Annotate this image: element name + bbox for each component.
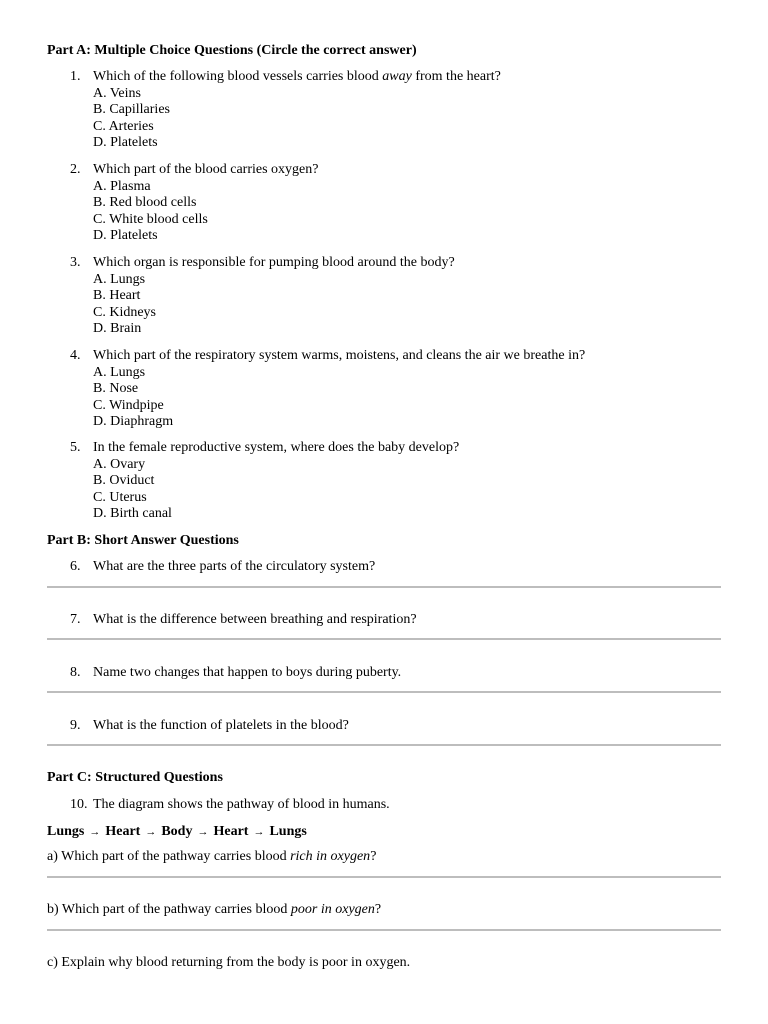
arrow-right-icon: → — [253, 826, 265, 838]
option[interactable]: D. Brain — [93, 321, 142, 336]
question-number: 9. — [70, 718, 81, 733]
question-9-text: What is the function of platelets in the blood? — [93, 718, 349, 733]
sub-question-b — [47, 902, 381, 919]
sub-question-text-start: b) Which part of the pathway carries blood — [47, 902, 291, 917]
option[interactable]: A. Veins — [93, 85, 141, 101]
option[interactable]: C. Arteries — [93, 118, 154, 134]
question-number: 8. — [70, 665, 81, 680]
sub-question-text-start: a) Which part of the pathway carries blood — [47, 849, 291, 864]
answer-line[interactable] — [47, 744, 721, 746]
sub-question-emphasis: rich in oxygen — [290, 849, 371, 864]
question-number: 6. — [70, 559, 81, 574]
question-8-text: Name two changes that happen to boys during puberty. — [93, 665, 402, 680]
option[interactable]: A. Plasma — [93, 178, 151, 194]
question-text — [93, 255, 455, 338]
question-6-text: What are the three parts of the circulatory system? — [93, 559, 376, 574]
option[interactable]: B. Nose — [93, 381, 139, 396]
blood-pathway — [47, 824, 307, 841]
question-text-emphasis: away — [382, 69, 412, 84]
question-text — [93, 440, 459, 523]
question-stem: Which part of the respiratory system warms, moistens, and cleans the air we breathe in? — [93, 348, 586, 363]
sub-question-text-end: ? — [370, 849, 377, 864]
option[interactable]: D. Birth canal — [93, 506, 172, 521]
answer-line[interactable] — [47, 691, 721, 693]
option[interactable]: A. Lungs — [93, 364, 146, 380]
option[interactable]: B. Oviduct — [93, 473, 155, 488]
question-number: 5. — [70, 440, 81, 455]
part-a-heading: Part A: Multiple Choice Questions (Circle the correct answer) — [47, 43, 417, 58]
arrow-right-icon: → — [197, 826, 209, 838]
option[interactable]: B. Capillaries — [93, 102, 170, 117]
question-text — [93, 162, 318, 245]
option[interactable]: C. Kidneys — [93, 304, 156, 320]
arrow-right-icon: → — [145, 826, 157, 838]
option[interactable]: B. Red blood cells — [93, 195, 197, 210]
pathway-step: Lungs — [47, 824, 85, 839]
part-c-heading: Part C: Structured Questions — [47, 770, 223, 785]
question-number: 2. — [70, 162, 81, 177]
answer-line[interactable] — [47, 929, 721, 931]
sub-question-text-end: ? — [374, 902, 382, 917]
question-text-start: Which of the following blood vessels carries blood — [93, 69, 383, 84]
option[interactable]: A. Ovary — [93, 456, 146, 472]
question-10-text: The diagram shows the pathway of blood in humans. — [93, 797, 390, 812]
sub-question-a — [47, 849, 376, 866]
answer-line[interactable] — [47, 638, 721, 640]
question-text-end: from the heart? — [411, 69, 501, 84]
question-text — [93, 69, 501, 152]
option[interactable]: C. Windpipe — [93, 397, 164, 413]
pathway-step: Heart — [213, 824, 249, 839]
pathway-step: Heart — [105, 824, 141, 839]
question-number: 10. — [70, 797, 88, 812]
question-7-text: What is the difference between breathing and respiration? — [93, 612, 417, 627]
pathway-step: Body — [161, 824, 193, 839]
question-number: 3. — [70, 255, 81, 270]
option[interactable]: B. Heart — [93, 288, 141, 303]
question-stem: In the female reproductive system, where does the baby develop? — [93, 440, 460, 455]
question-number: 1. — [70, 69, 81, 84]
option[interactable]: D. Platelets — [93, 228, 158, 243]
question-number: 7. — [70, 612, 81, 627]
option[interactable]: D. Platelets — [93, 135, 158, 150]
answer-line[interactable] — [47, 586, 721, 588]
pathway-step: Lungs — [269, 824, 307, 839]
option[interactable]: C. White blood cells — [93, 211, 208, 227]
answer-line[interactable] — [47, 876, 721, 878]
option[interactable]: C. Uterus — [93, 489, 147, 505]
arrow-right-icon: → — [89, 826, 101, 838]
sub-question-c: c) Explain why blood returning from the body is poor in oxygen. — [47, 955, 411, 970]
option[interactable]: A. Lungs — [93, 271, 146, 287]
question-text — [93, 348, 585, 431]
option[interactable]: D. Diaphragm — [93, 414, 174, 429]
question-number: 4. — [70, 348, 81, 363]
question-stem: Which organ is responsible for pumping blood around the body? — [93, 255, 455, 270]
part-b-heading: Part B: Short Answer Questions — [47, 533, 239, 548]
question-stem: Which part of the blood carries oxygen? — [93, 162, 319, 177]
sub-question-emphasis: poor in oxygen — [290, 902, 375, 917]
